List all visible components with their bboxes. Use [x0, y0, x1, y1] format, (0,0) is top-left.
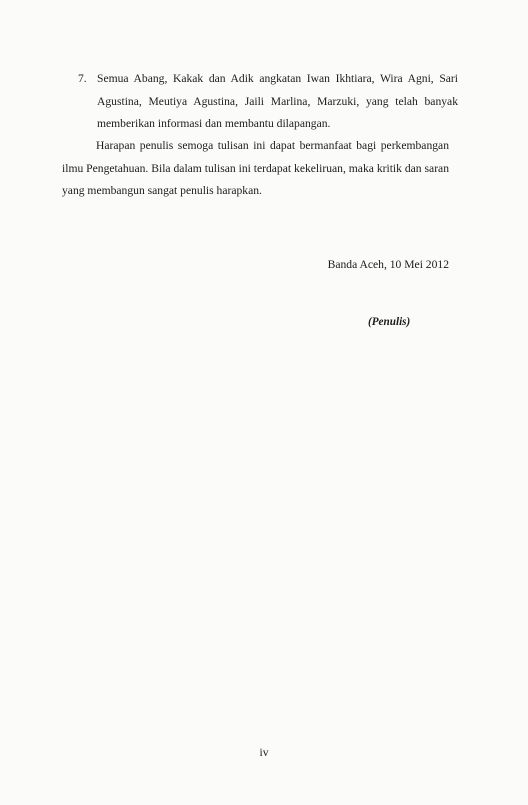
signer-name: (Penulis)	[368, 316, 411, 328]
list-item-7	[78, 68, 458, 136]
list-item-number: 7.	[78, 72, 87, 85]
page-number: iv	[259, 746, 269, 759]
list-item-text: Semua Abang, Kakak dan Adik angkatan Iwan Ikhtiara, Wira Agni, Sari Agustina, Meutiya Agustina, Jaili Marlina, Marzuki, yang telah banyak memberikan informasi dan membantu dilapangan.	[97, 72, 458, 130]
closing-paragraph: Harapan penulis semoga tulisan ini dapat bermanfaat bagi perkembangan ilmu Pengetahuan. Bila dalam tulisan ini terdapat kekeliruan, maka kritik dan saran yang membangun sangat penulis harapkan.	[62, 139, 449, 197]
place-date: Banda Aceh, 10 Mei 2012	[327, 258, 449, 271]
